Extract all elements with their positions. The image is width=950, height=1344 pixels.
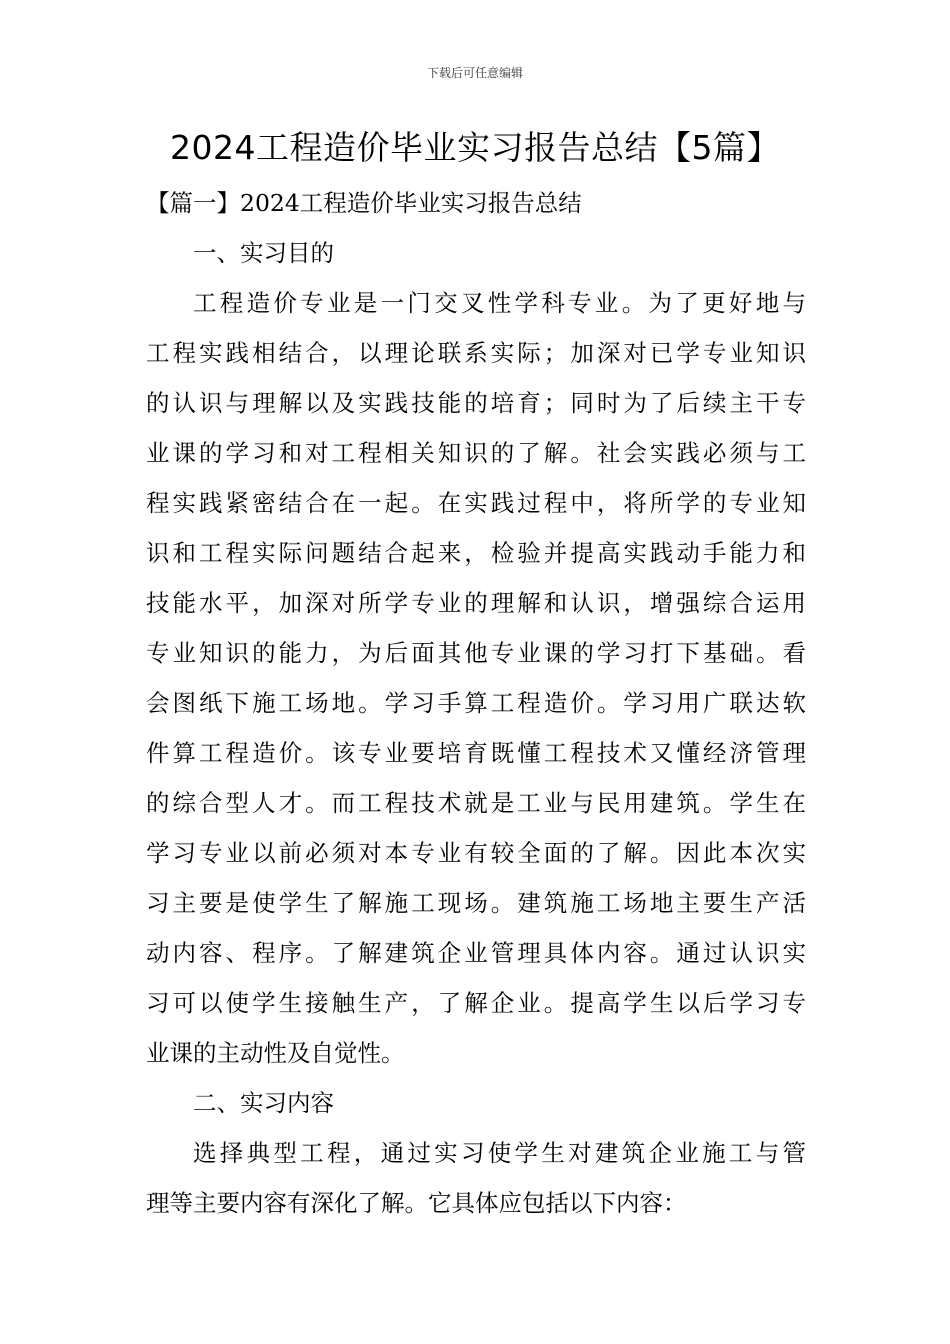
subheading-purpose: 一、实习目的 [193,239,334,267]
paragraph-line: 选择典型工程，通过实习使学生对建筑企业施工与管 [193,1139,806,1167]
paragraph-line: 件算工程造价。该专业要培育既懂工程技术又懂经济管理 [146,739,806,767]
paragraph-line: 习可以使学生接触生产，了解企业。提高学生以后学习专 [146,989,806,1017]
paragraph-line: 工程造价专业是一门交叉性学科专业。为了更好地与 [193,289,806,317]
paragraph-line: 业课的主动性及自觉性。 [146,1039,405,1067]
paragraph-line: 工程实践相结合，以理论联系实际；加深对已学专业知识 [146,339,806,367]
paragraph-line: 的认识与理解以及实践技能的培育；同时为了后续主干专 [146,389,806,417]
paragraph-line: 专业知识的能力，为后面其他专业课的学习打下基础。看 [146,639,806,667]
document-title: 2024工程造价毕业实习报告总结【5篇】 [170,128,780,167]
paragraph-line: 程实践紧密结合在一起。在实践过程中，将所学的专业知 [146,489,806,517]
section-heading: 【篇一】2024工程造价毕业实习报告总结 [146,189,582,217]
paragraph-line: 会图纸下施工场地。学习手算工程造价。学习用广联达软 [146,689,806,717]
paragraph-line: 习主要是使学生了解施工现场。建筑施工场地主要生产活 [146,889,806,917]
header-note: 下载后可任意编辑 [426,66,523,80]
document-body [146,178,806,1228]
subheading-content: 二、实习内容 [193,1089,334,1117]
paragraph-line: 理等主要内容有深化了解。它具体应包括以下内容： [146,1189,687,1217]
paragraph-line: 动内容、程序。了解建筑企业管理具体内容。通过认识实 [146,939,806,967]
paragraph-line: 的综合型人才。而工程技术就是工业与民用建筑。学生在 [146,789,806,817]
paragraph-line: 学习专业以前必须对本专业有较全面的了解。因此本次实 [146,839,806,867]
paragraph-line: 技能水平，加深对所学专业的理解和认识，增强综合运用 [146,589,806,617]
paragraph-line: 业课的学习和对工程相关知识的了解。社会实践必须与工 [146,439,806,467]
paragraph-line: 识和工程实际问题结合起来，检验并提高实践动手能力和 [146,539,806,567]
